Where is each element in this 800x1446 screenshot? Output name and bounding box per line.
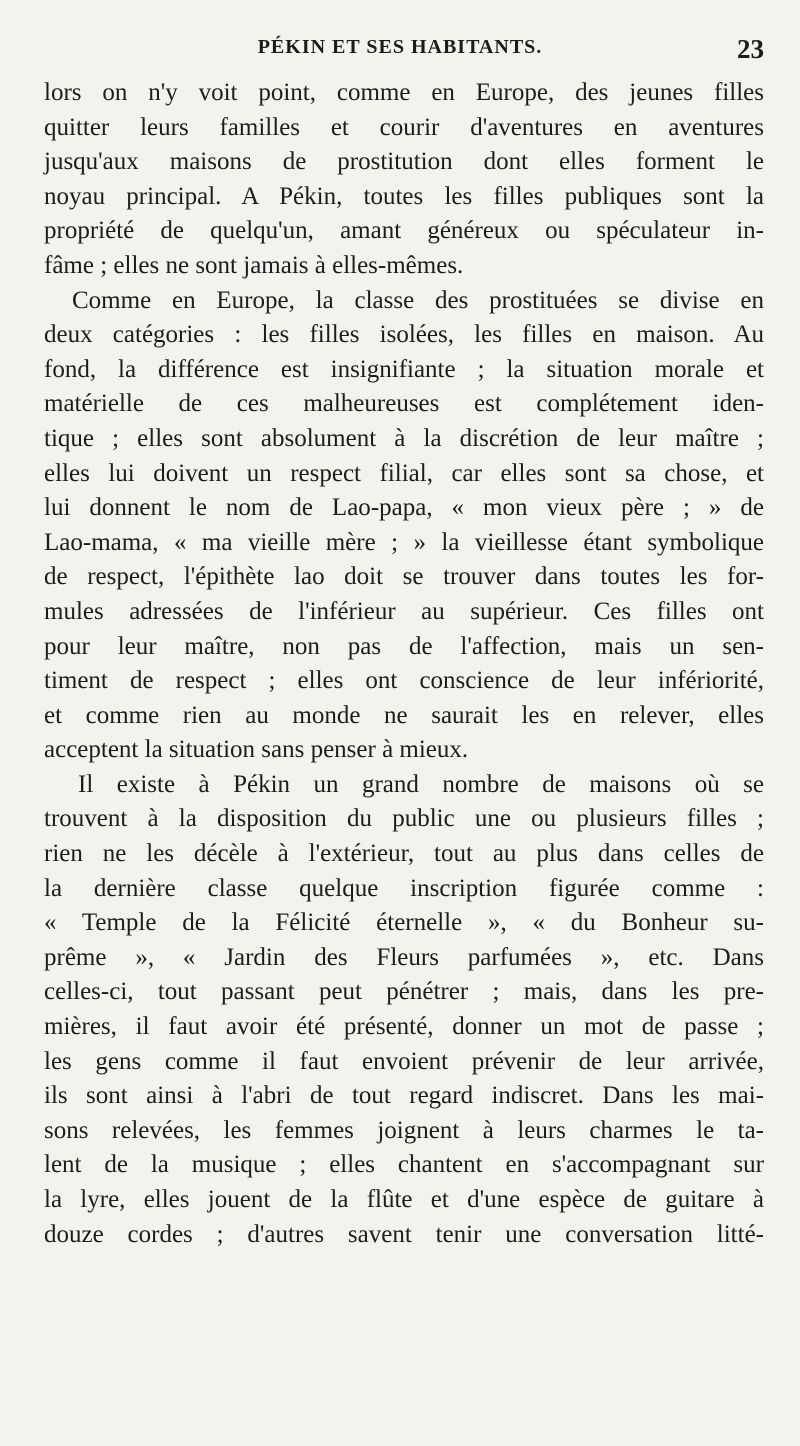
text-line: mières, il faut avoir été présenté, donner un mot de passe ;: [44, 1013, 764, 1041]
text-line: acceptent la situation sans penser à mieux.: [44, 736, 469, 764]
text-line: et comme rien au monde ne saurait les en relever, elles: [44, 701, 764, 729]
text-line: pour leur maître, non pas de l'affection, mais un sen-: [44, 632, 764, 660]
text-line: « Temple de la Félicité éternelle », « du Bonheur su-: [44, 909, 764, 937]
text-line: mules adressées de l'inférieur au supérieur. Ces filles ont: [44, 597, 764, 625]
text-line: lors on n'y voit point, comme en Europe, des jeunes filles: [44, 79, 764, 106]
running-head: [0, 34, 800, 68]
text-line: jusqu'aux maisons de prostitution dont elles forment le: [44, 148, 764, 176]
text-line: sons relevées, les femmes joignent à leurs charmes le ta-: [44, 1116, 764, 1144]
text-line: lent de la musique ; elles chantent en s'accompagnant sur: [44, 1151, 764, 1179]
text-line: de respect, l'épithète lao doit se trouver dans toutes les for-: [44, 563, 764, 591]
text-line: la lyre, elles jouent de la flûte et d'une espèce de guitare à: [44, 1186, 764, 1213]
text-line: trouvent à la disposition du public une ou plusieurs filles ;: [44, 805, 764, 833]
text-line: fond, la différence est insignifiante ; la situation morale et: [44, 355, 764, 383]
text-line: matérielle de ces malheureuses est complétement iden-: [44, 390, 764, 418]
paragraph-start-line: Comme en Europe, la classe des prostituées se divise en: [72, 286, 764, 314]
text-line: ils sont ainsi à l'abri de tout regard indiscret. Dans les mai-: [44, 1082, 764, 1110]
text-line: tique ; elles sont absolument à la discrétion de leur maître ;: [44, 424, 764, 452]
text-line: lui donnent le nom de Lao-papa, « mon vieux père ; » de: [44, 494, 764, 522]
text-line: prême », « Jardin des Fleurs parfumées », etc. Dans: [44, 943, 764, 971]
text-line: Lao-mama, « ma vieille mère ; » la vieillesse étant symbolique: [44, 528, 764, 556]
text-line: la dernière classe quelque inscription figurée comme :: [44, 874, 764, 902]
running-title: PÉKIN ET SES HABITANTS.: [257, 36, 543, 58]
text-line: rien ne les décèle à l'extérieur, tout au plus dans celles de: [44, 840, 764, 868]
text-line: noyau principal. A Pékin, toutes les filles publiques sont la: [44, 182, 764, 210]
text-line: douze cordes ; d'autres savent tenir une conversation litté-: [44, 1220, 764, 1248]
text-line: timent de respect ; elles ont conscience de leur infériorité,: [44, 667, 764, 695]
text-line: elles lui doivent un respect filial, car elles sont sa chose, et: [44, 459, 764, 487]
paragraph-start-line: Il existe à Pékin un grand nombre de maisons où se: [78, 770, 764, 798]
text-line: deux catégories : les filles isolées, les filles en maison. Au: [44, 321, 764, 349]
body-text: [44, 76, 764, 1252]
text-line: quitter leurs familles et courir d'aventures en aventures: [44, 113, 764, 141]
text-line: celles-ci, tout passant peut pénétrer ; mais, dans les pre-: [44, 978, 764, 1006]
text-line: propriété de quelqu'un, amant généreux ou spéculateur in-: [44, 217, 764, 245]
text-line: les gens comme il faut envoient prévenir de leur arrivée,: [44, 1047, 764, 1075]
page-number: 23: [737, 34, 764, 64]
text-line: fâme ; elles ne sont jamais à elles-mêmes.: [44, 251, 464, 279]
